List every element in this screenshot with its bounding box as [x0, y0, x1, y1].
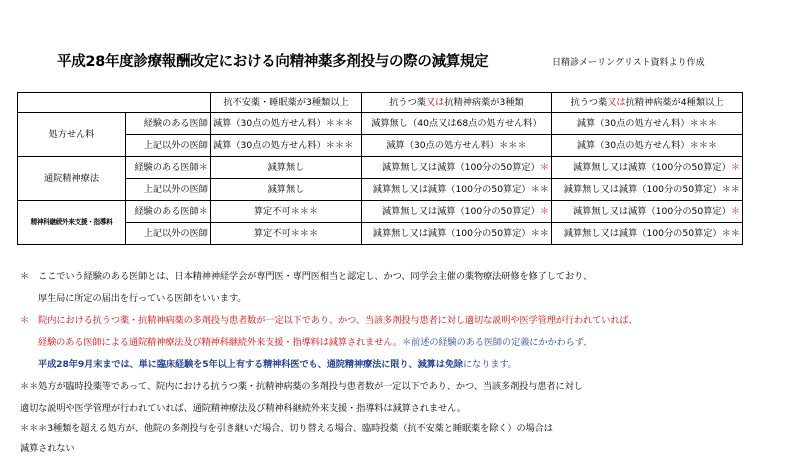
table-cell: 算定不可＊＊＊ — [211, 201, 362, 223]
note-3-line-2: 適切な説明や医学管理が行われていれば、通院精神療法及び精神科継続外来支援・指導料は減算されません。 — [20, 403, 466, 414]
category-outpatient-psychotherapy: 通院精神療法 — [18, 157, 126, 201]
table-cell: 減算無し又は減算（100分の50算定）＊ — [552, 201, 743, 223]
note-1-line-1: ＊ ここでいう経験のある医師とは、日本精神神経学会が専門医・専門医相当と認定し、かつ、同学会主催の薬物療法研修を修了しており、 — [20, 271, 593, 282]
table-cell: 減算（30点の処方せん料）＊＊＊ — [362, 135, 552, 157]
table-cell: 減算無し（40点又は68点の処方せん料） — [362, 113, 552, 135]
header-antidepressant-3: 抗うつ薬又は抗精神病薬が3種類 — [362, 93, 552, 113]
table-row — [18, 113, 743, 135]
table-cell: 減算無し又は減算（100分の50算定）＊ — [362, 201, 552, 223]
table-header-row — [18, 93, 743, 113]
doctor-type-cell: 経験のある医師 — [126, 113, 211, 135]
category-prescription-fee: 処方せん料 — [18, 113, 126, 157]
category-continued-outpatient-support: 精神科継続外来支援・指導料 — [18, 201, 126, 245]
table-cell: 減算無し又は減算（100分の50算定）＊＊ — [362, 223, 552, 245]
deduction-table — [17, 92, 743, 245]
source-note: 日精診メーリングリスト資料より作成 — [552, 58, 705, 68]
table-row — [18, 223, 743, 245]
note-4-line-2: 減算されない — [20, 443, 75, 454]
table-row — [18, 201, 743, 223]
table-cell: 減算（30点の処方せん料）＊＊＊ — [211, 113, 362, 135]
note-1-line-2: 厚生局に所定の届出を行っている医師をいいます。 — [38, 293, 247, 304]
table-row — [18, 135, 743, 157]
table-row — [18, 157, 743, 179]
table-row — [18, 179, 743, 201]
doctor-type-cell: 経験のある医師＊ — [126, 157, 211, 179]
note-3-line-1: ＊＊処方が臨時投薬等であって、院内における抗うつ薬・抗精神病薬の多剤投与患者数が一定以下であり、かつ、当該多剤投与患者に対し — [20, 381, 583, 392]
note-2-line-2: 経験のある医師による通院精神療法及び精神科継続外来支援・指導料は減算されません。＊前述の経験のある医師の定義にかかわらず、 — [38, 337, 593, 348]
table-cell: 算定不可＊＊＊ — [211, 223, 362, 245]
table-cell: 減算（30点の処方せん料）＊＊＊ — [552, 135, 743, 157]
table-cell: 減算無し又は減算（100分の50算定）＊＊ — [552, 223, 743, 245]
table-cell: 減算（30点の処方せん料）＊＊＊ — [552, 113, 743, 135]
table-cell: 減算無し — [211, 157, 362, 179]
header-antidepressant-4plus: 抗うつ薬又は抗精神病薬が4種類以上 — [552, 93, 743, 113]
table-cell: 減算（30点の処方せん料）＊＊＊ — [211, 135, 362, 157]
note-2-line-1: ＊ 院内における抗うつ薬・抗精神病薬の多剤投与患者数が一定以下であり、かつ、当該多剤投与患者に対し適切な説明や医学管理が行われていれば、 — [20, 315, 638, 326]
table-cell: 減算無し又は減算（100分の50算定）＊＊ — [362, 179, 552, 201]
doctor-type-cell: 上記以外の医師 — [126, 135, 211, 157]
table-cell: 減算無し — [211, 179, 362, 201]
doctor-type-cell: 上記以外の医師 — [126, 223, 211, 245]
doctor-type-cell: 上記以外の医師 — [126, 179, 211, 201]
header-anxiolytic-hypnotic: 抗不安薬・睡眠薬が3種類以上 — [211, 93, 362, 113]
table-cell: 減算無し又は減算（100分の50算定）＊ — [552, 157, 743, 179]
note-4-line-1: ＊＊＊3種類を超える処方が、他院の多剤投与を引き継いだ場合、切り替える場合、臨時投薬（抗不安薬と睡眠薬を除く）の場合は — [20, 423, 553, 434]
note-2-line-3: 平成28年9月末までは、単に臨床経験を5年以上有する精神科医でも、通院精神療法に限り、減算は免除になります。 — [38, 359, 517, 370]
table-cell: 減算無し又は減算（100分の50算定）＊ — [362, 157, 552, 179]
table-cell: 減算無し又は減算（100分の50算定）＊＊ — [552, 179, 743, 201]
doctor-type-cell: 経験のある医師＊ — [126, 201, 211, 223]
page-title: 平成28年度診療報酬改定における向精神薬多剤投与の際の減算規定 — [57, 54, 489, 70]
header-blank-cell — [18, 93, 211, 113]
